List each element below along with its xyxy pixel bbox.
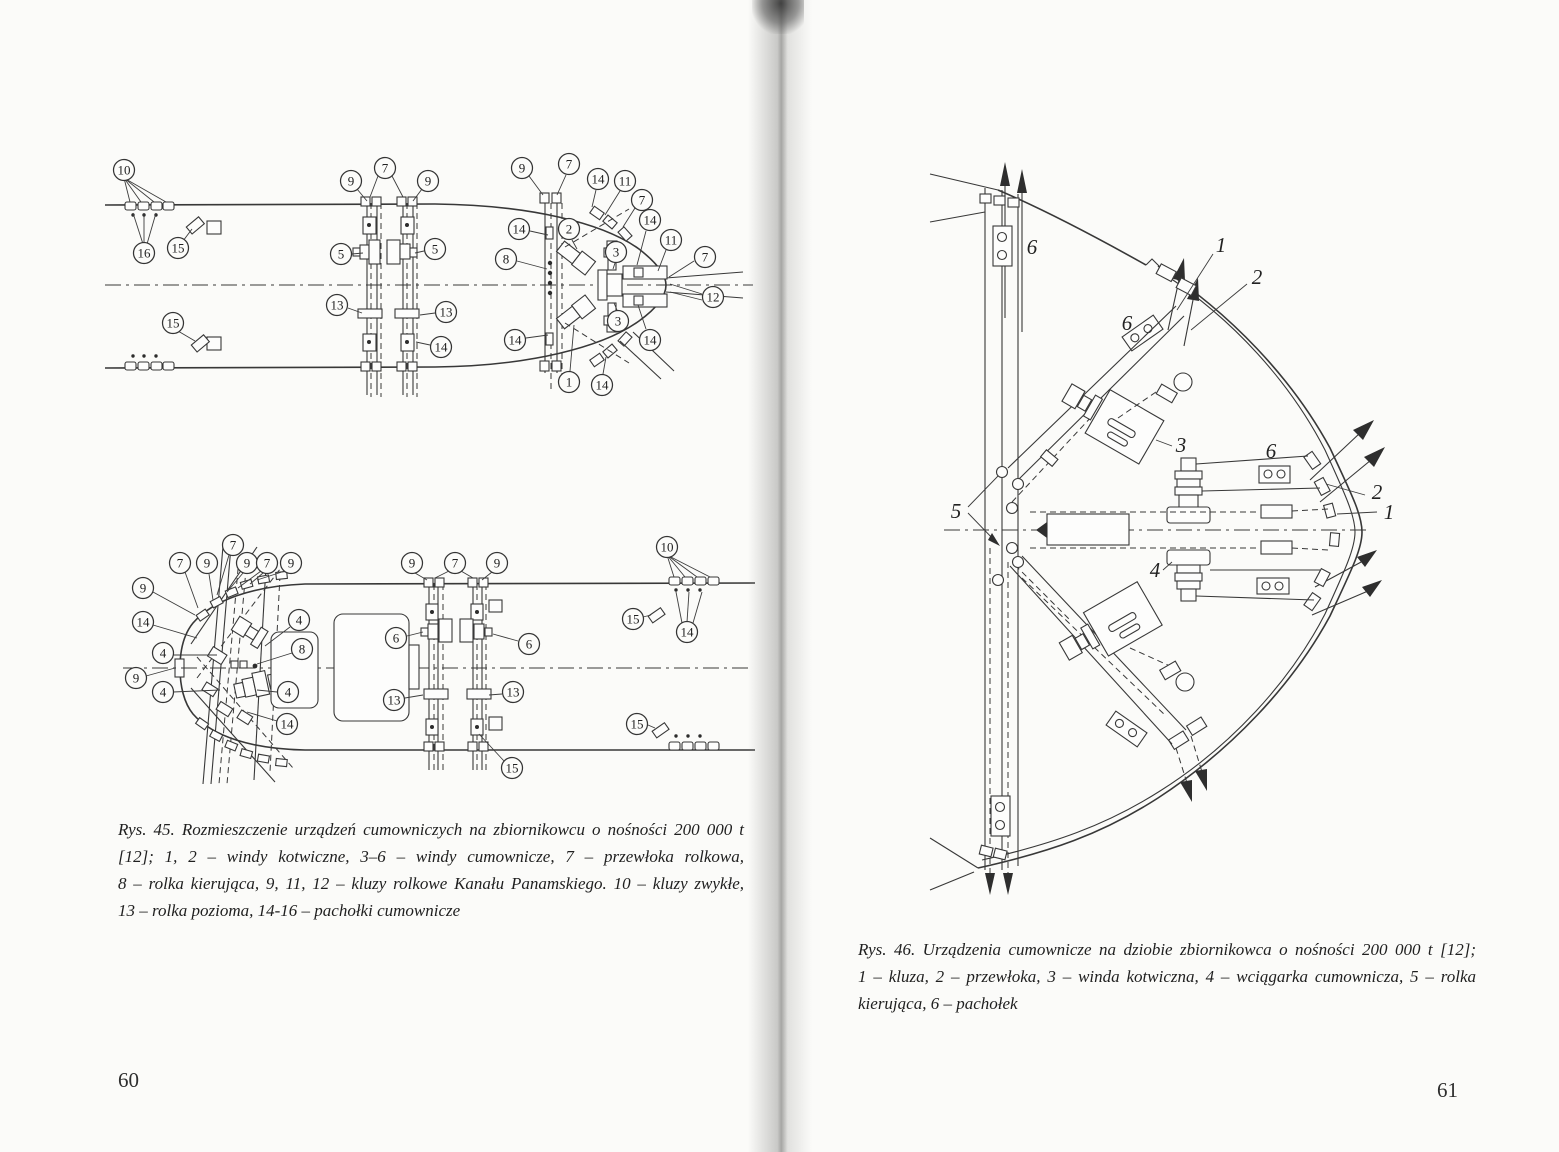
label-number: 14 bbox=[280, 716, 294, 732]
label-number: 6 bbox=[1026, 235, 1038, 259]
label-number: 7 bbox=[565, 156, 573, 172]
label-number: 2 bbox=[565, 221, 573, 237]
figure45-top-diagram bbox=[105, 145, 755, 435]
anchor-windlass-3 bbox=[1054, 372, 1164, 464]
label-number: 6 bbox=[1121, 311, 1133, 335]
caption-line: kierująca, 6 – pachołek bbox=[858, 994, 1018, 1013]
label-number: 9 bbox=[243, 555, 251, 571]
label-number: 2 bbox=[1251, 265, 1263, 289]
label-number: 7 bbox=[638, 192, 646, 208]
label-number: 14 bbox=[591, 171, 605, 187]
mooring-winches-6 bbox=[421, 619, 492, 642]
bollard-plates-6 bbox=[991, 226, 1290, 836]
mooring-winch-upper bbox=[1167, 456, 1320, 523]
hull-shell bbox=[930, 174, 1362, 890]
stern-winches-4 bbox=[202, 615, 281, 725]
label-number: 15 bbox=[171, 240, 185, 256]
label-number: 7 bbox=[451, 555, 459, 571]
label-number: 9 bbox=[203, 555, 211, 571]
label-number: 14 bbox=[512, 221, 526, 237]
label-number: 14 bbox=[680, 624, 694, 640]
label-number: 9 bbox=[139, 580, 147, 596]
label-number: 1 bbox=[1383, 500, 1395, 524]
label-number: 13 bbox=[387, 692, 401, 708]
figure45-bottom-diagram bbox=[105, 520, 755, 810]
figure45-caption bbox=[118, 816, 744, 924]
label-number: 7 bbox=[176, 555, 184, 571]
label-number: 7 bbox=[263, 555, 271, 571]
horizontal-rollers-13 bbox=[424, 689, 491, 699]
aft-bollards-bottom bbox=[125, 354, 174, 370]
mooring-winches-5 bbox=[353, 240, 417, 264]
aft-bollards-top bbox=[124, 178, 174, 244]
label-number: 2 bbox=[1371, 480, 1383, 504]
label-number: 13 bbox=[439, 304, 453, 320]
fwd-bollards-bottom bbox=[669, 734, 719, 750]
label-number: 9 bbox=[347, 173, 355, 189]
label-number: 13 bbox=[330, 297, 344, 313]
label-number: 7 bbox=[701, 249, 709, 265]
label-number: 3 bbox=[612, 244, 620, 260]
caption-line: 1 – kluza, 2 – przewłoka, 3 – winda kotwiczna, 4 – wciągarka cumownicza, 5 – rolka bbox=[858, 967, 1476, 986]
hull-outline bbox=[175, 583, 755, 750]
label-number: 4 bbox=[295, 612, 303, 628]
label-number: 6 bbox=[1265, 439, 1277, 463]
label-number: 12 bbox=[706, 289, 720, 305]
label-number: 10 bbox=[660, 539, 674, 555]
label-number: 9 bbox=[132, 670, 140, 686]
deck-fairleads bbox=[979, 194, 1339, 860]
label-number: 5 bbox=[431, 241, 439, 257]
binding-gutter-shadow bbox=[748, 0, 812, 1152]
label-number: 14 bbox=[595, 377, 609, 393]
label-number: 4 bbox=[159, 645, 167, 661]
label-number: 15 bbox=[630, 716, 644, 732]
caption-line: [12]; 1, 2 – windy kotwiczne, 3–6 – windy cumownicze, 7 – przewłoka rolkowa, bbox=[118, 847, 744, 866]
label-number: 3 bbox=[1175, 433, 1187, 457]
label-number: 6 bbox=[525, 636, 533, 652]
label-number: 5 bbox=[337, 246, 345, 262]
caption-line: Rys. 46. Urządzenia cumownicze na dziobie zbiornikowca o nośności 200 000 t [12]; bbox=[858, 940, 1476, 959]
label-number: 7 bbox=[381, 160, 389, 176]
label-number: 6 bbox=[392, 630, 400, 646]
label-number: 14 bbox=[508, 332, 522, 348]
label-number: 11 bbox=[664, 232, 678, 248]
label-number: 14 bbox=[434, 339, 448, 355]
label-number: 4 bbox=[284, 684, 292, 700]
label-number: 15 bbox=[505, 760, 519, 776]
label-number: 14 bbox=[643, 212, 657, 228]
label-number: 15 bbox=[626, 611, 640, 627]
fwd-bollards-top bbox=[667, 555, 719, 623]
leader-lines bbox=[146, 555, 518, 761]
figure46-caption bbox=[858, 936, 1476, 1017]
label-number: 4 bbox=[159, 684, 167, 700]
anchor-windlass-lower bbox=[1052, 582, 1162, 674]
label-number: 15 bbox=[166, 315, 180, 331]
label-number: 10 bbox=[117, 162, 131, 178]
label-number: 9 bbox=[287, 555, 295, 571]
horizontal-rollers-13 bbox=[358, 309, 419, 318]
page-number-right: 61 bbox=[1437, 1078, 1458, 1102]
caption-line: 8 – rolka kierująca, 9, 11, 12 – kluzy rolkowe Kanału Panamskiego. 10 – kluzy zwykłe, bbox=[118, 874, 744, 893]
caption-line: Rys. 45. Rozmieszczenie urządzeń cumowniczych na zbiornikowcu o nośności 200 000 t bbox=[118, 820, 744, 839]
caption-line: 13 – rolka pozioma, 14-16 – pachołki cumownicze bbox=[118, 901, 461, 920]
label-number: 8 bbox=[502, 251, 510, 267]
label-number: 14 bbox=[136, 614, 150, 630]
label-number: 1 bbox=[565, 374, 573, 390]
label-number: 8 bbox=[298, 641, 306, 657]
pedestal-fittings-15 bbox=[178, 217, 209, 352]
label-number: 9 bbox=[493, 555, 501, 571]
label-number: 9 bbox=[518, 160, 526, 176]
page-number-left: 60 bbox=[118, 1068, 139, 1092]
label-number: 16 bbox=[137, 245, 151, 261]
deck-squares bbox=[489, 600, 502, 730]
label-number: 5 bbox=[950, 499, 962, 523]
label-number: 13 bbox=[506, 684, 520, 700]
label-number: 1 bbox=[1215, 233, 1227, 257]
label-number: 9 bbox=[408, 555, 416, 571]
label-number: 4 bbox=[1149, 558, 1161, 582]
label-number: 9 bbox=[424, 173, 432, 189]
label-number: 14 bbox=[643, 332, 657, 348]
pedestal-fittings-15 bbox=[643, 608, 669, 738]
label-number: 11 bbox=[618, 173, 632, 189]
guide-rollers-5 bbox=[968, 467, 1024, 586]
label-number: 3 bbox=[614, 313, 622, 329]
binding-gutter-dark-spot bbox=[752, 0, 804, 34]
mooring-winch-lower-4 bbox=[1167, 550, 1320, 601]
breakwater-bulkhead bbox=[540, 193, 562, 391]
label-number: 7 bbox=[229, 537, 237, 553]
figure46-diagram bbox=[930, 150, 1420, 920]
